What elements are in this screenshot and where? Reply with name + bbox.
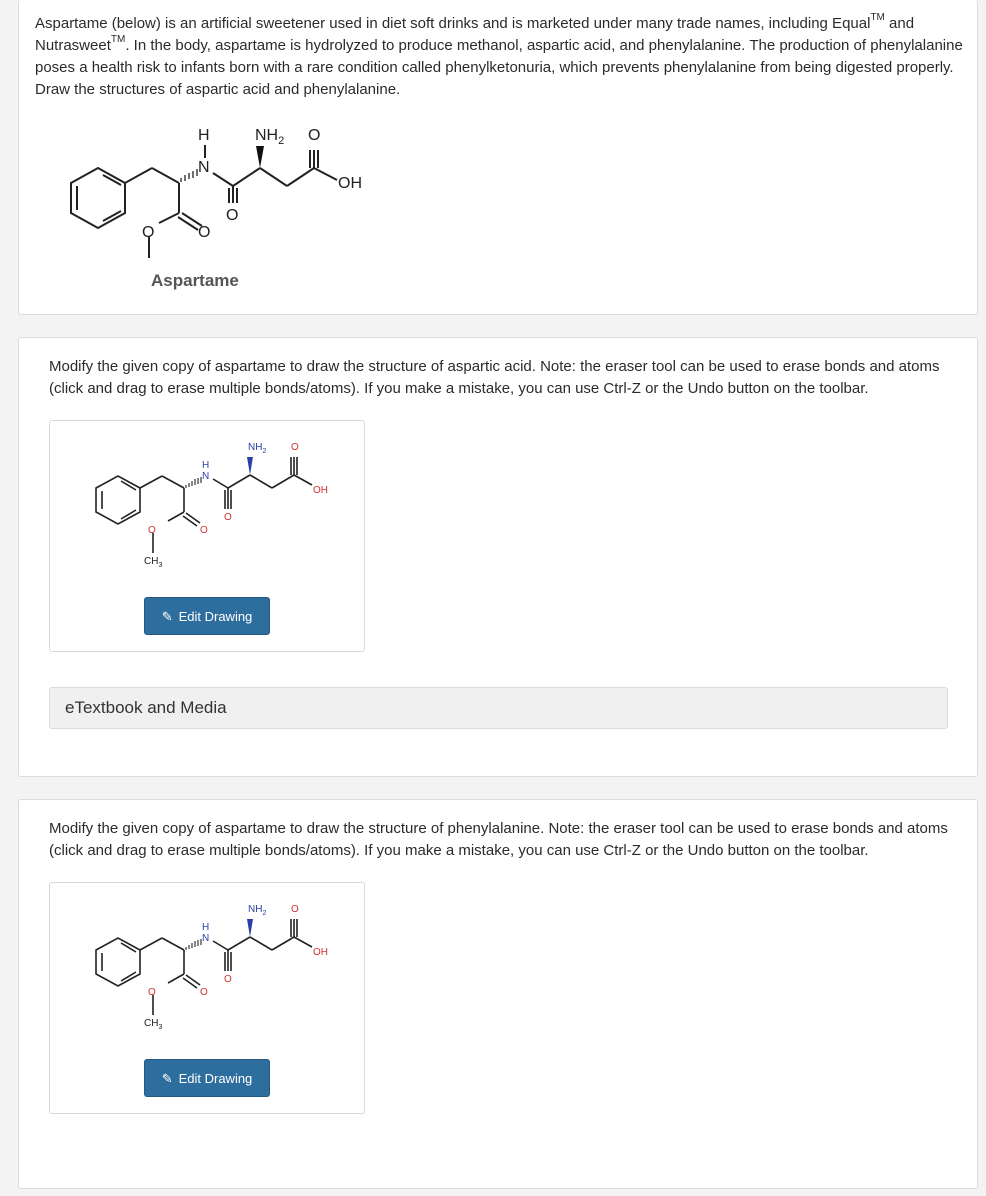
atom-o-amide: O [224,512,232,523]
etextbook-media-link[interactable]: eTextbook and Media [49,687,948,729]
atom-n: N [202,933,210,944]
atom-o-ester-carbonyl: O [198,224,211,241]
trademark-1: TM [870,12,885,23]
atom-o-amide: O [224,974,232,985]
pencil-icon: ✎ [161,1070,173,1086]
atom-oh: OH [313,485,328,496]
atom-nh2: $NH_2$ [255,127,285,147]
aspartame-drawing-2 [58,895,358,1055]
question-2-prompt: Modify the given copy of aspartame to draw the structure of phenylalanine. Note: the eraser tool can be used to erase bonds and atoms (click and drag to erase multiple bonds/atoms). If you make a mistake, you can use Ctrl-Z or the Undo button on the toolbar. [49,820,948,859]
intro-card [18,0,978,315]
atom-o-ester: O [148,525,156,536]
edit-drawing-button-2[interactable] [144,1059,270,1097]
atom-o-ester: O [148,987,156,998]
pencil-icon: ✎ [161,608,173,624]
atom-o-carbonyl: O [291,904,299,915]
atom-o-carbonyl: O [308,127,321,144]
atom-ch3: $CH_3$ [144,556,163,569]
intro-paragraph [35,13,965,101]
atom-n: N [198,159,210,176]
atom-ch3: $CH_3$ [144,1018,163,1031]
drawing-area-1[interactable] [49,420,365,652]
edit-drawing-label: Edit Drawing [178,1070,253,1086]
atom-oh: OH [338,175,362,192]
edit-drawing-button-1[interactable] [144,597,270,635]
intro-text-2: and Nutrasweet [35,15,915,54]
molecule-label: Aspartame [151,271,239,290]
question-1-prompt: Modify the given copy of aspartame to draw the structure of aspartic acid. Note: the eraser tool can be used to erase bonds and atoms (click and drag to erase multiple bonds/atoms). If you make a mistake, you can use Ctrl-Z or the Undo button on the toolbar. [49,358,940,397]
aspartame-structure [41,118,381,268]
trademark-2: TM [110,34,126,45]
atom-nh2: $NH_2$ [248,442,267,455]
atom-h: H [202,460,210,471]
question-2-card [18,799,978,1189]
intro-text-1: Aspartame (below) is an artificial sweetener used in diet soft drinks and is marketed under many trade names, including Equal [35,15,871,32]
atom-oh: OH [313,947,328,958]
atom-o-carbonyl: O [291,442,299,453]
aspartame-drawing-1 [58,433,358,593]
atom-n: N [202,471,210,482]
drawing-area-2[interactable] [49,882,365,1114]
atom-o-ester-carbonyl: O [200,987,208,998]
question-1-card [18,337,978,777]
atom-h: H [202,922,210,933]
atom-h: H [198,127,210,144]
atom-nh2: $NH_2$ [248,904,267,917]
atom-o-ester: O [142,224,155,241]
intro-text-3: . In the body, aspartame is hydrolyzed to produce methanol, aspartic acid, and phenylalanine. The production of phenylalanine poses a health risk to infants born with a rare condition called phenylketonuria, which prevents phenylalanine from being digested properly. Draw the structures of aspartic acid and phenylalanine. [35,37,963,98]
atom-o-ester-carbonyl: O [200,525,208,536]
atom-o-amide: O [226,207,239,224]
edit-drawing-label: Edit Drawing [178,608,253,624]
